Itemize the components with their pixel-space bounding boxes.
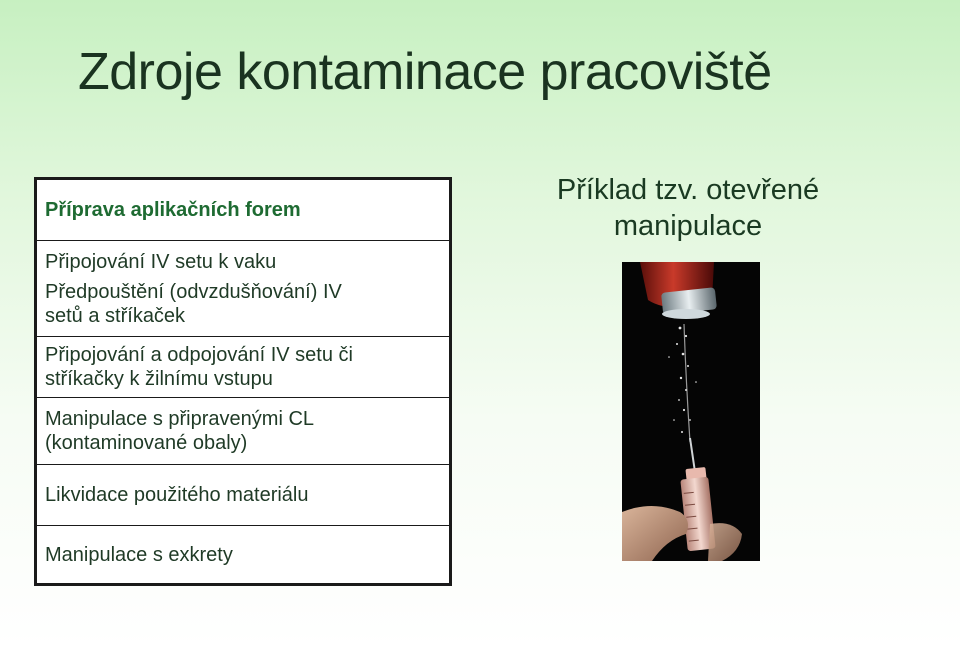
syringe-vial-photo (622, 262, 760, 561)
table-header (37, 180, 449, 241)
contamination-sources-table (34, 177, 452, 586)
row-line: stříkačky k žilnímu vstupu (45, 368, 273, 390)
table-row (37, 465, 449, 526)
row-line: Předpouštění (odvzdušňování) IV (45, 280, 342, 303)
row-line: Připojování IV setu k vaku (45, 250, 277, 273)
table-header-text: Příprava aplikačních forem (45, 199, 301, 221)
row-line: Manipulace s exkrety (45, 543, 233, 566)
example-caption-line1: Příklad tzv. otevřené (556, 174, 820, 206)
table-row (37, 526, 449, 583)
table-row (37, 398, 449, 465)
table-row (37, 241, 449, 337)
row-line: Likvidace použitého materiálu (45, 484, 309, 506)
row-line: Manipulace s připravenými CL (45, 408, 315, 430)
table-row (37, 337, 449, 398)
example-caption-line2: manipulace (613, 210, 763, 242)
row-line: Připojování a odpojování IV setu či (45, 344, 353, 366)
example-caption (528, 172, 848, 244)
row-line: setů a stříkaček (45, 304, 186, 327)
syringe-illustration (622, 262, 760, 561)
row-line: (kontaminované obaly) (45, 432, 248, 454)
slide-title: Zdroje kontaminace pracoviště (78, 43, 772, 101)
